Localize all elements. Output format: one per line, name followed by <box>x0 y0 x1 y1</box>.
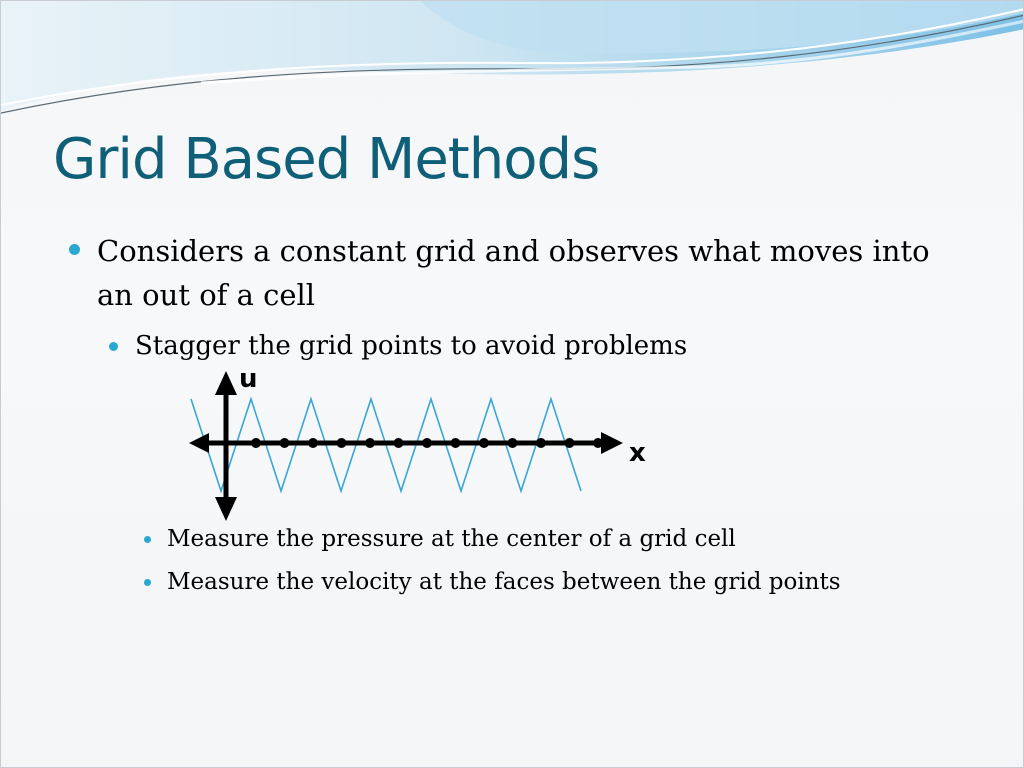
grid-point <box>565 438 575 448</box>
bullet-text: Measure the pressure at the center of a grid cell <box>167 526 736 552</box>
x-axis-right-arrow-icon <box>601 432 623 454</box>
grid-point <box>451 438 461 448</box>
grid-point <box>308 438 318 448</box>
header-swoosh-decoration <box>1 1 1024 131</box>
bullet-dot-icon <box>144 536 151 543</box>
y-axis-down-arrow-icon <box>215 497 237 521</box>
x-axis-left-arrow-icon <box>189 433 209 453</box>
grid-point <box>508 438 518 448</box>
grid-point <box>536 438 546 448</box>
bullet-dot-icon <box>109 342 118 351</box>
grid-point <box>251 438 261 448</box>
y-axis-label: u <box>239 364 258 394</box>
staggered-grid-diagram <box>181 361 661 531</box>
bullet-text: Considers a constant grid and observes what moves into an out of a cell <box>97 234 930 312</box>
grid-point <box>280 438 290 448</box>
bullet-dot-icon <box>69 244 80 255</box>
grid-point <box>593 438 603 448</box>
grid-point <box>479 438 489 448</box>
grid-point <box>337 438 347 448</box>
bullet-text: Measure the velocity at the faces between the grid points <box>167 569 841 595</box>
x-axis-label: x <box>629 438 646 468</box>
bullet-text: Stagger the grid points to avoid problems <box>135 331 688 361</box>
bullet-dot-icon <box>144 579 151 586</box>
y-axis-up-arrow-icon <box>215 371 237 395</box>
grid-point <box>394 438 404 448</box>
grid-point <box>365 438 375 448</box>
grid-point <box>422 438 432 448</box>
slide-title: Grid Based Methods <box>53 127 600 192</box>
